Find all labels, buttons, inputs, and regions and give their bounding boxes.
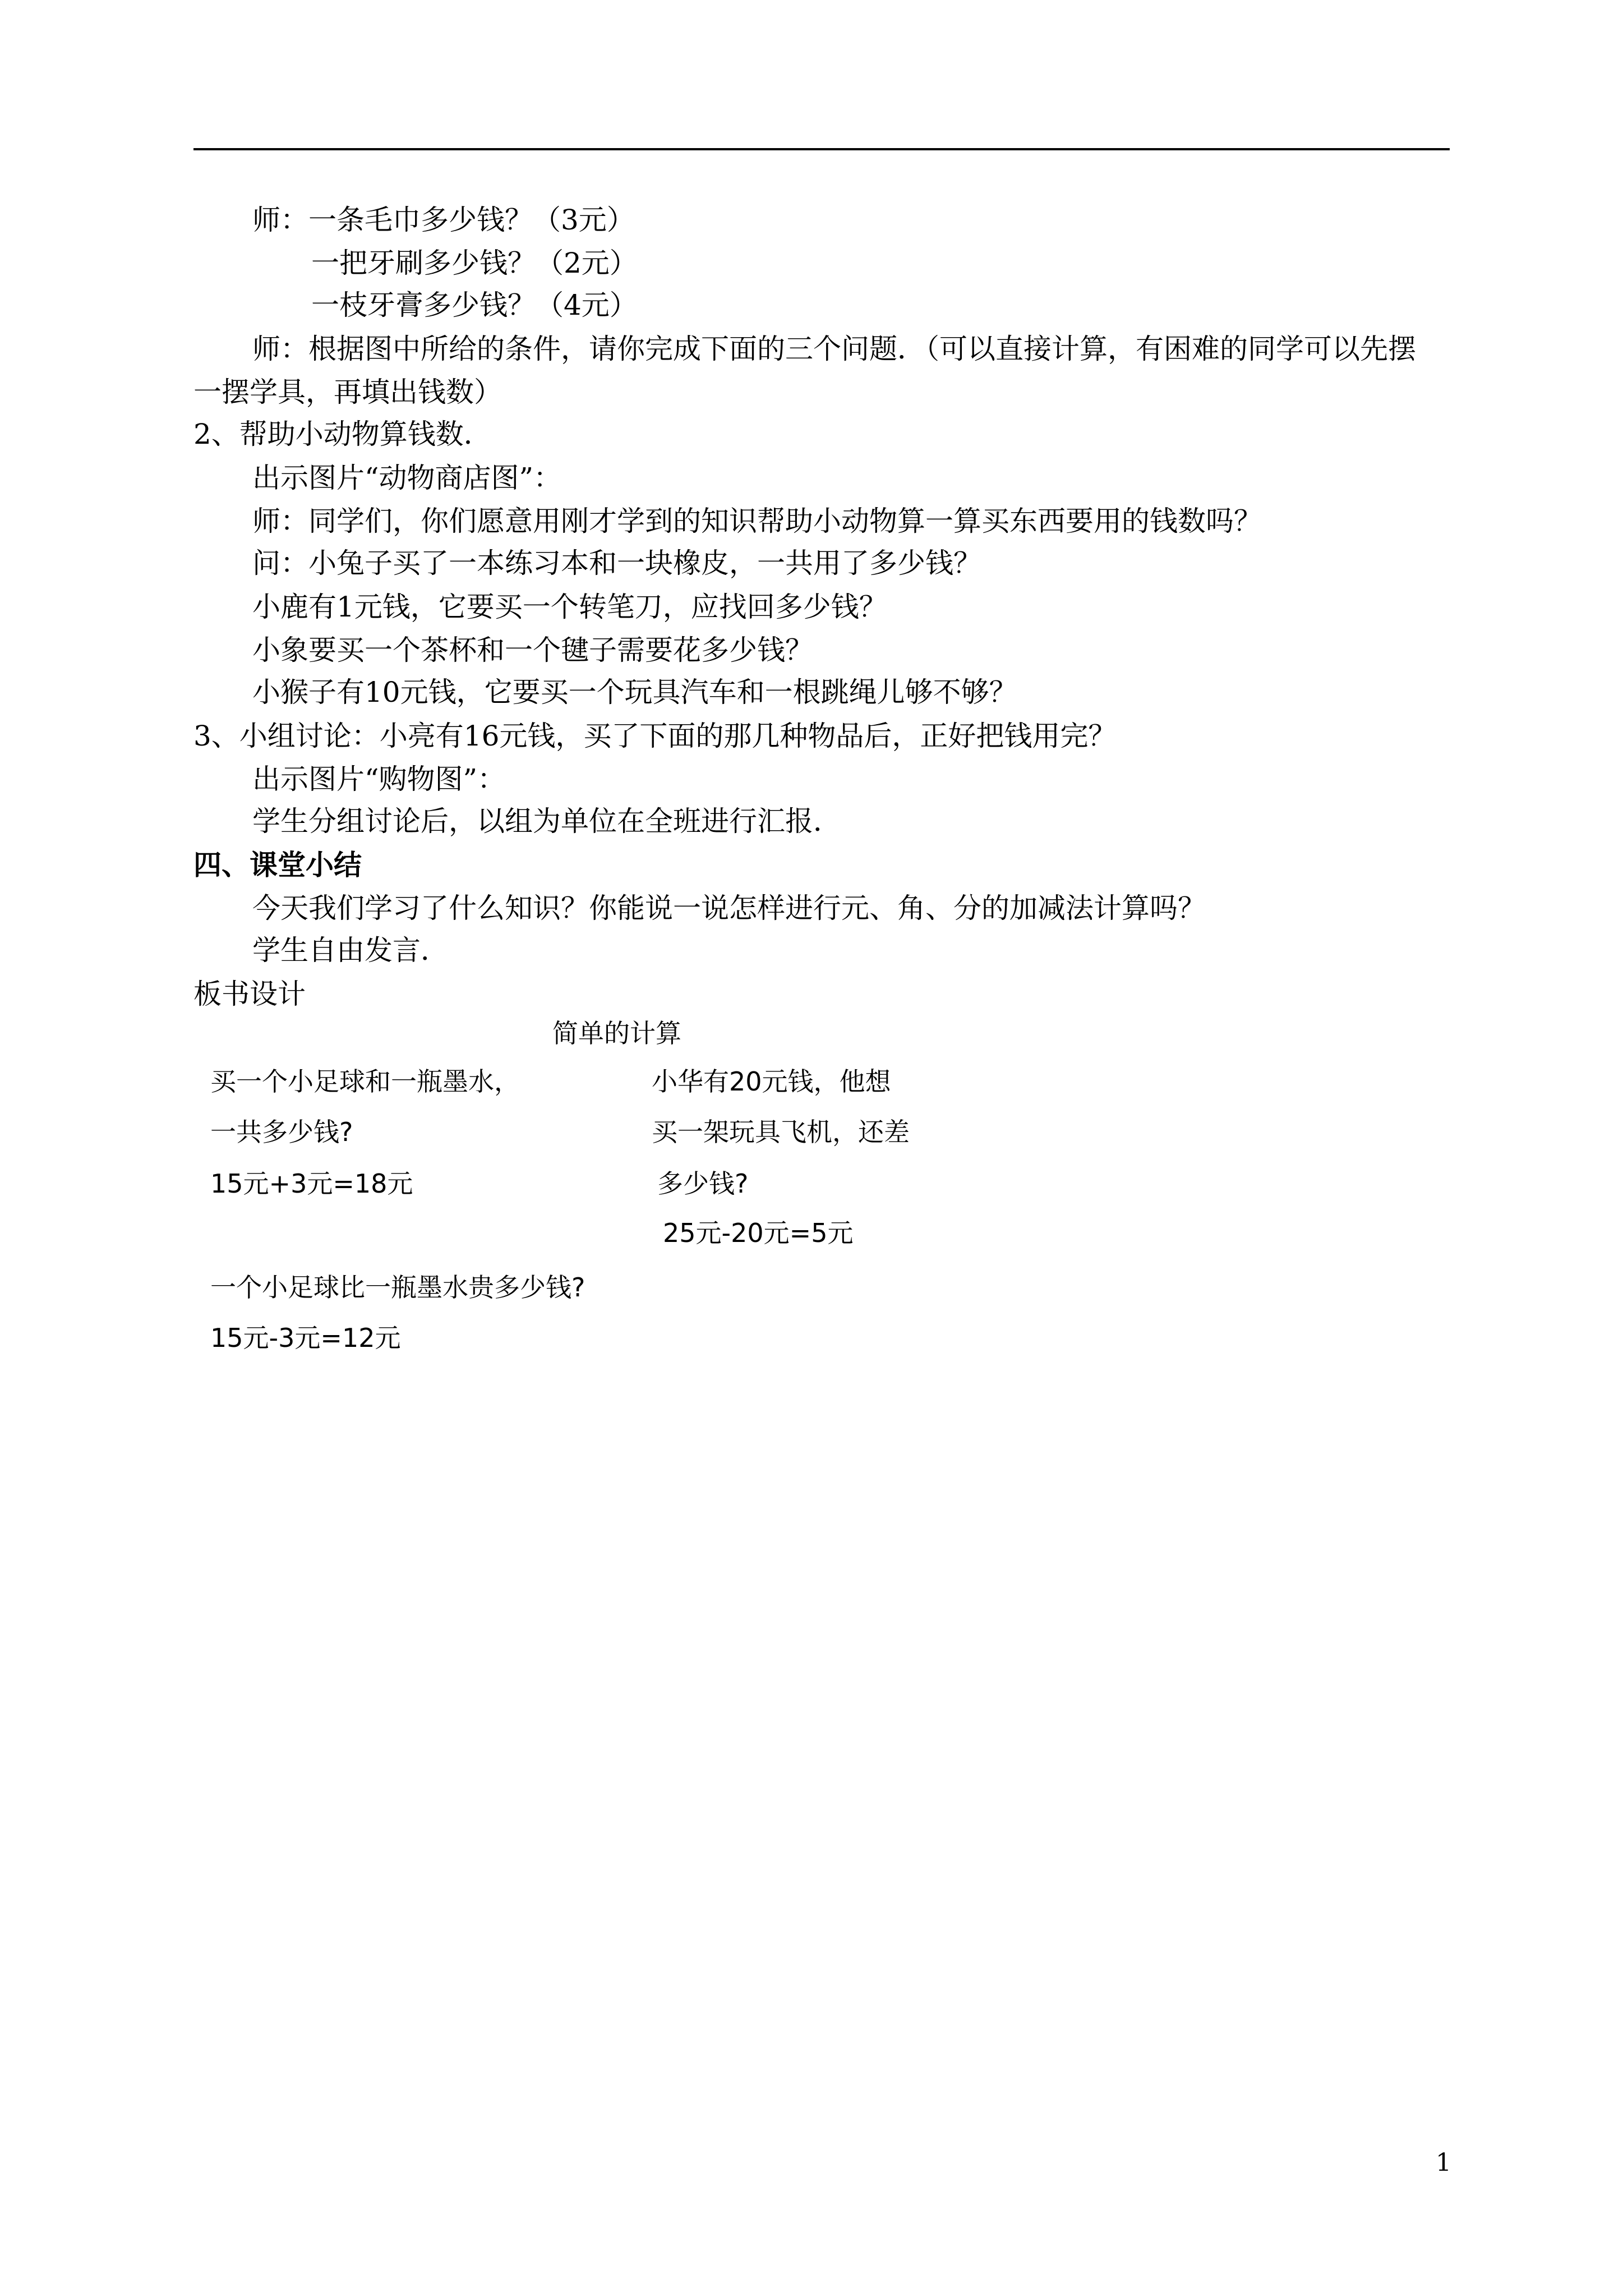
teacher-question-toothpaste: 一枝牙膏多少钱？（4元） bbox=[311, 289, 638, 321]
question-monkey: 小猴子有10元钱，它要买一个玩具汽车和一根跳绳儿够不够？ bbox=[252, 676, 1017, 708]
board-left-line2: 一共多少钱? bbox=[210, 1117, 353, 1147]
section-heading-3: 3、小组讨论：小亮有16元钱，买了下面的那几种物品后，正好把钱用完？ bbox=[193, 720, 1117, 752]
header-rule bbox=[193, 148, 1450, 150]
board-left-line4: 一个小足球比一瓶墨水贵多少钱? bbox=[210, 1272, 585, 1303]
board-right-line1: 小华有20元钱，他想 bbox=[652, 1066, 891, 1097]
show-picture-shopping: 出示图片“购物图”： bbox=[252, 763, 506, 795]
board-right-line2: 买一架玩具飞机，还差 bbox=[652, 1117, 910, 1147]
question-deer: 小鹿有1元钱，它要买一个转笔刀，应找回多少钱？ bbox=[252, 591, 887, 623]
board-title: 简单的计算 bbox=[552, 1018, 681, 1048]
board-right-line3: 多少钱? bbox=[657, 1168, 749, 1199]
question-rabbit: 问：小兔子买了一本练习本和一块橡皮，一共用了多少钱？ bbox=[252, 547, 981, 579]
teacher-question-towel: 师：一条毛巾多少钱？（3元） bbox=[252, 204, 635, 236]
teacher-instruction-line2: 一摆学具，再填出钱数） bbox=[193, 376, 502, 408]
teacher-question-students: 师：同学们，你们愿意用刚才学到的知识帮助小动物算一算买东西要用的钱数吗？ bbox=[252, 505, 1262, 537]
teacher-instruction-line1: 师：根据图中所给的条件，请你完成下面的三个问题．（可以直接计算，有困难的同学可以先摆 bbox=[252, 333, 1416, 365]
students-speak: 学生自由发言． bbox=[252, 934, 449, 967]
question-elephant: 小象要买一个茶杯和一个毽子需要花多少钱？ bbox=[252, 634, 813, 666]
board-design-label: 板书设计 bbox=[193, 978, 306, 1010]
group-report-text: 学生分组讨论后，以组为单位在全班进行汇报． bbox=[252, 805, 841, 838]
board-left-line5: 15元-3元=12元 bbox=[210, 1323, 401, 1353]
section-heading-summary: 四、课堂小结 bbox=[193, 848, 362, 881]
board-right-line4: 25元-20元=5元 bbox=[663, 1218, 854, 1248]
show-picture-animal-shop: 出示图片“动物商店图”： bbox=[252, 462, 562, 494]
teacher-question-toothbrush: 一把牙刷多少钱？（2元） bbox=[311, 247, 638, 279]
board-left-line3: 15元+3元=18元 bbox=[210, 1168, 413, 1199]
summary-question: 今天我们学习了什么知识？你能说一说怎样进行元、角、分的加减法计算吗？ bbox=[252, 892, 1206, 924]
page-number: 1 bbox=[1436, 2148, 1451, 2177]
board-left-line1: 买一个小足球和一瓶墨水， bbox=[210, 1066, 520, 1097]
section-heading-2: 2、帮助小动物算钱数． bbox=[193, 418, 492, 450]
